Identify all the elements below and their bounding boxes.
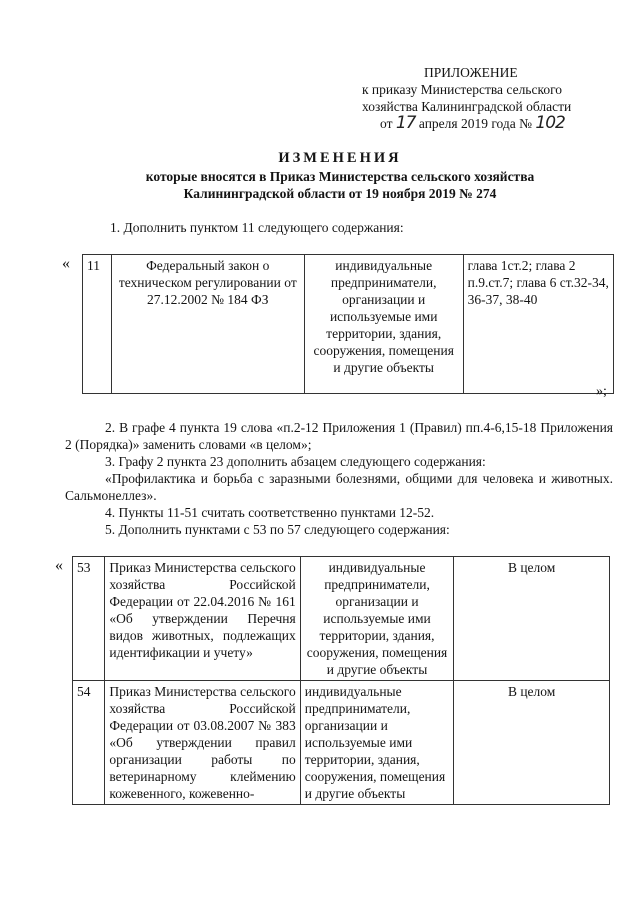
document-subtitle — [60, 168, 620, 202]
appendix-header — [362, 64, 632, 132]
table2-row54-number: 54 — [73, 681, 105, 805]
table2-row53-subjects: индивидуальные предприниматели, организации и используемые ими территории, здания, сооружения, помещения и другие объекты — [300, 557, 454, 681]
table1-number: 11 — [83, 255, 112, 394]
table2-row54-subjects: индивидуальные предприниматели, организации и используемые ими территории, здания, сооружения, помещения и другие объекты — [300, 681, 454, 805]
date-rest: апреля 2019 года № — [418, 116, 533, 131]
table1-subjects: индивидуальные предприниматели, организации и используемые ими территории, здания, сооружения, помещения и другие объекты — [304, 255, 463, 394]
table-row — [73, 557, 610, 681]
table2-open-quote: « — [55, 557, 63, 574]
appendix-ministry-line: хозяйства Калининградской области — [362, 99, 572, 114]
table-1 — [82, 254, 614, 394]
item-5: 5. Дополнить пунктами с 53 по 57 следующего содержания: — [105, 522, 450, 537]
item-2: 2. В графе 4 пункта 19 слова «п.2-12 Приложения 1 (Правил) пп.4-6,15-18 Приложения 2 (Порядка)» заменить словами «в целом»; — [65, 420, 613, 452]
table2-row53-scope: В целом — [454, 557, 610, 681]
appendix-order-line: к приказу Министерства сельского — [362, 82, 563, 97]
table1-open-quote: « — [62, 255, 70, 272]
item-3-quote: «Профилактика и борьба с заразными болезнями, общими для человека и животных. Сальмонеллез». — [65, 471, 613, 503]
handwritten-order-number: 102 — [535, 113, 565, 133]
table-2 — [72, 556, 610, 805]
subtitle-line-1: которые вносятся в Приказ Министерства сельского хозяйства — [145, 169, 535, 184]
handwritten-day: 17 — [395, 113, 416, 133]
date-prefix: от — [380, 116, 393, 131]
table-row — [73, 681, 610, 805]
table2-row53-law: Приказ Министерства сельского хозяйства Российской Федерации от 22.04.2016 № 161 «Об утверждении Перечня видов животных, подлежащих идентификации и учету» — [105, 557, 300, 681]
appendix-label: ПРИЛОЖЕНИЕ — [424, 65, 518, 80]
item-3: 3. Графу 2 пункта 23 дополнить абзацем следующего содержания: — [105, 454, 486, 469]
subtitle-line-2: Калининградской области от 19 ноября 2019 № 274 — [183, 186, 497, 201]
appendix-date-line — [362, 115, 632, 132]
table1-law: Федеральный закон о техническом регулировании от 27.12.2002 № 184 ФЗ — [111, 255, 304, 394]
table1-close-quote: »; — [596, 384, 607, 399]
table2-row54-scope: В целом — [454, 681, 610, 805]
table-row — [83, 255, 614, 394]
table2-row53-number: 53 — [73, 557, 105, 681]
table2-row54-law: Приказ Министерства сельского хозяйства Российской Федерации от 03.08.2007 № 383 «Об утверждении правил организации работы по ветеринарному клеймению кожевенного, кожевенно- — [105, 681, 300, 805]
table1-articles: глава 1ст.2; глава 2 п.9.ст.7; глава 6 ст.32-34, 36-37, 38-40 — [463, 255, 613, 394]
item-1: 1. Дополнить пунктом 11 следующего содержания: — [110, 220, 404, 235]
item-4: 4. Пункты 11-51 считать соответственно пунктами 12-52. — [105, 505, 435, 520]
document-title: ИЗМЕНЕНИЯ — [278, 150, 402, 166]
